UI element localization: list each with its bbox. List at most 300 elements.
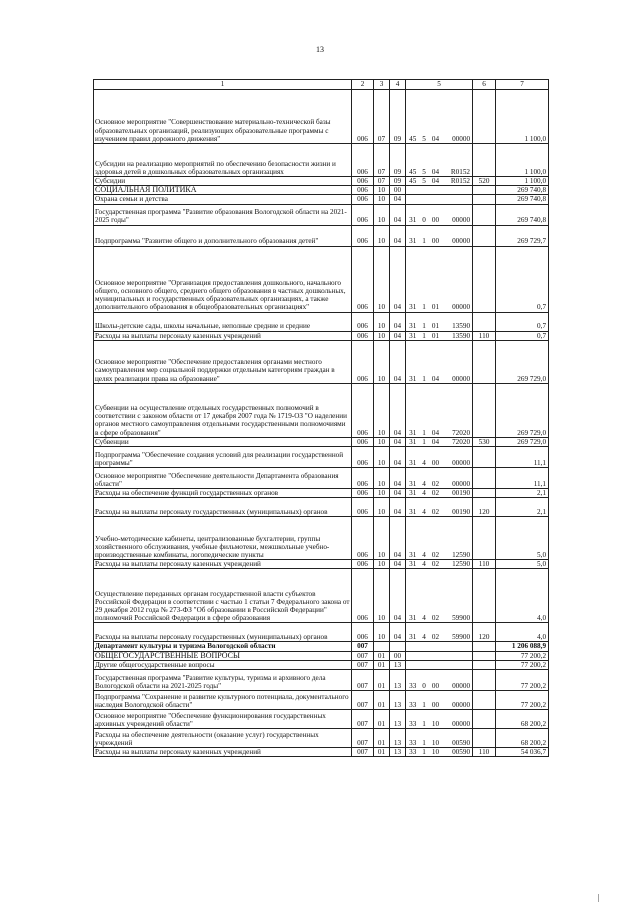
row-amount: 68 200,2 (496, 729, 549, 748)
table-row (94, 660, 549, 669)
row-name: ОБЩЕГОСУДАРСТВЕННЫЕ ВОПРОСЫ (94, 651, 352, 660)
row-ministry-code: 006 (352, 517, 374, 560)
row-amount: 269 740,8 (496, 195, 549, 204)
row-expense-type-code (473, 517, 496, 560)
row-subprogram-code (420, 651, 429, 660)
table-row (94, 204, 549, 225)
row-section-code: 10 (374, 489, 390, 498)
row-subsection-code: 04 (390, 517, 406, 560)
row-direction-code: 00000 (443, 670, 473, 691)
row-section-code: 07 (374, 144, 390, 177)
row-ministry-code: 006 (352, 204, 374, 225)
row-subsection-code: 04 (390, 447, 406, 468)
row-subprogram-code: 1 (420, 225, 429, 246)
row-direction-code: 00590 (443, 748, 473, 757)
row-subprogram-code: 4 (420, 498, 429, 517)
row-direction-code: 59900 (443, 569, 473, 623)
row-measure-code: 02 (429, 498, 443, 517)
row-subsection-code: 13 (390, 710, 406, 729)
row-subprogram-code: 1 (420, 729, 429, 748)
row-amount: 1 100,0 (496, 90, 549, 144)
row-name: Расходы на выплаты персоналу государственных (муниципальных) органов (94, 498, 352, 517)
row-ministry-code: 007 (352, 710, 374, 729)
row-subsection-code: 04 (390, 225, 406, 246)
row-name: Расходы на выплаты персоналу казенных учреждений (94, 748, 352, 757)
row-subprogram-code: 1 (420, 340, 429, 383)
row-program-code: 45 (406, 144, 420, 177)
row-program-code: 33 (406, 729, 420, 748)
table-row (94, 225, 549, 246)
table-row (94, 195, 549, 204)
row-direction-code: R0152 (443, 144, 473, 177)
row-expense-type-code (473, 670, 496, 691)
row-direction-code: 13590 (443, 312, 473, 331)
row-direction-code: R0152 (443, 177, 473, 186)
row-subprogram-code: 1 (420, 383, 429, 437)
row-subsection-code: 04 (390, 383, 406, 437)
row-section-code: 10 (374, 340, 390, 383)
row-name: Осуществление переданных органам государственной власти субъектов Российской Федерации в соответствии с частью 1 статьи 7 Федерального закона от 29 декабря 2012 года № 273-ФЗ "Об образовании в Российской Федерации" полномочий Российской Федерации в сфере образования (94, 569, 352, 623)
row-direction-code: 00000 (443, 204, 473, 225)
budget-table (93, 79, 549, 757)
row-amount: 0,7 (496, 312, 549, 331)
row-measure-code: 10 (429, 710, 443, 729)
row-expense-type-code: 120 (473, 623, 496, 642)
row-section-code: 10 (374, 383, 390, 437)
row-subsection-code: 13 (390, 670, 406, 691)
row-direction-code: 72020 (443, 437, 473, 446)
row-measure-code: 04 (429, 90, 443, 144)
row-ministry-code: 006 (352, 186, 374, 195)
row-amount: 2,1 (496, 498, 549, 517)
row-amount: 54 036,7 (496, 748, 549, 757)
row-expense-type-code (473, 691, 496, 710)
row-amount: 77 200,2 (496, 651, 549, 660)
row-subsection-code: 00 (390, 186, 406, 195)
row-section-code: 01 (374, 660, 390, 669)
row-direction-code (443, 642, 473, 651)
row-expense-type-code (473, 195, 496, 204)
row-program-code: 31 (406, 383, 420, 437)
row-name: Государственная программа "Развитие культуры, туризма и архивного дела Вологодской области на 2021-2025 годы" (94, 670, 352, 691)
table-row (94, 489, 549, 498)
row-amount: 269 729,0 (496, 437, 549, 446)
row-expense-type-code (473, 90, 496, 144)
row-direction-code: 72020 (443, 383, 473, 437)
table-row (94, 642, 549, 651)
row-ministry-code: 006 (352, 90, 374, 144)
row-direction-code: 59900 (443, 623, 473, 642)
row-subprogram-code: 1 (420, 691, 429, 710)
header-col-6: 6 (473, 80, 496, 90)
row-name: Субсидии на реализацию мероприятий по обеспечению безопасности жизни и здоровья детей в дошкольных образовательных организациях (94, 144, 352, 177)
row-name: Подпрограмма "Развитие общего и дополнительного образования детей" (94, 225, 352, 246)
row-subprogram-code: 4 (420, 447, 429, 468)
row-amount: 2,1 (496, 489, 549, 498)
row-subsection-code (390, 642, 406, 651)
footer-mark: | (598, 893, 600, 902)
row-subprogram-code: 0 (420, 204, 429, 225)
page-number: 13 (316, 45, 324, 54)
table-row (94, 517, 549, 560)
row-section-code: 10 (374, 225, 390, 246)
row-expense-type-code (473, 569, 496, 623)
row-amount: 4,0 (496, 569, 549, 623)
row-section-code: 10 (374, 468, 390, 489)
row-direction-code: 00000 (443, 691, 473, 710)
row-subsection-code: 13 (390, 660, 406, 669)
table-row (94, 729, 549, 748)
row-program-code (406, 186, 420, 195)
row-section-code: 10 (374, 204, 390, 225)
row-subsection-code: 04 (390, 204, 406, 225)
row-program-code: 33 (406, 710, 420, 729)
row-name: Субвенции на осуществление отдельных государственных полномочий в соответствии с законом области от 17 декабря 2007 года № 1719-ОЗ "О наделении органов местного самоуправления отдельными государственными полномочиями в сфере образования" (94, 383, 352, 437)
row-measure-code: 04 (429, 383, 443, 437)
row-amount: 11,1 (496, 447, 549, 468)
row-name: Расходы на обеспечение функций государственных органов (94, 489, 352, 498)
row-subprogram-code: 4 (420, 560, 429, 569)
row-section-code: 10 (374, 623, 390, 642)
row-program-code: 31 (406, 498, 420, 517)
row-subsection-code: 13 (390, 691, 406, 710)
row-name: Основное мероприятие "Организация предоставления дошкольного, начального общего, основного общего, среднего общего образования в частных дошкольных, муниципальных и государственных образовательных организациях, а также дополнительного образования в общеобразовательных организациях" (94, 246, 352, 312)
row-expense-type-code (473, 489, 496, 498)
row-section-code: 01 (374, 651, 390, 660)
row-measure-code: 04 (429, 340, 443, 383)
row-measure-code: 02 (429, 569, 443, 623)
row-subsection-code: 13 (390, 748, 406, 757)
row-expense-type-code: 110 (473, 560, 496, 569)
row-direction-code: 13590 (443, 331, 473, 340)
row-section-code: 10 (374, 437, 390, 446)
row-subsection-code: 04 (390, 569, 406, 623)
row-subsection-code: 00 (390, 651, 406, 660)
row-measure-code: 01 (429, 312, 443, 331)
row-expense-type-code (473, 447, 496, 468)
row-amount: 269 729,7 (496, 225, 549, 246)
row-name: Основное мероприятие "Обеспечение функционирования государственных архивных учреждений области" (94, 710, 352, 729)
row-name: Расходы на выплаты персоналу государственных (муниципальных) органов (94, 623, 352, 642)
row-subprogram-code: 5 (420, 144, 429, 177)
row-measure-code: 02 (429, 623, 443, 642)
row-direction-code: 00000 (443, 710, 473, 729)
row-ministry-code: 006 (352, 144, 374, 177)
row-expense-type-code (473, 144, 496, 177)
row-measure-code (429, 642, 443, 651)
table-row (94, 569, 549, 623)
row-subsection-code: 04 (390, 246, 406, 312)
row-measure-code: 00 (429, 204, 443, 225)
row-direction-code: 00000 (443, 447, 473, 468)
row-section-code: 10 (374, 560, 390, 569)
table-row (94, 468, 549, 489)
row-expense-type-code (473, 468, 496, 489)
row-direction-code: 00000 (443, 246, 473, 312)
row-subsection-code: 04 (390, 437, 406, 446)
row-direction-code: 00000 (443, 468, 473, 489)
table-row (94, 312, 549, 331)
row-name: Школы-детские сады, школы начальные, неполные средние и средние (94, 312, 352, 331)
row-name: Подпрограмма "Обеспечение создания условий для реализации государственной программы" (94, 447, 352, 468)
row-amount: 4,0 (496, 623, 549, 642)
row-amount: 77 200,2 (496, 670, 549, 691)
row-expense-type-code (473, 642, 496, 651)
row-program-code: 31 (406, 517, 420, 560)
row-measure-code: 00 (429, 225, 443, 246)
row-measure-code: 04 (429, 144, 443, 177)
row-ministry-code: 007 (352, 651, 374, 660)
row-subprogram-code: 5 (420, 177, 429, 186)
row-measure-code: 00 (429, 691, 443, 710)
row-direction-code: 00000 (443, 90, 473, 144)
row-measure-code: 10 (429, 748, 443, 757)
row-direction-code: 00190 (443, 498, 473, 517)
row-subsection-code: 04 (390, 312, 406, 331)
row-program-code: 31 (406, 560, 420, 569)
row-program-code (406, 195, 420, 204)
row-expense-type-code (473, 246, 496, 312)
row-name: Департамент культуры и туризма Вологодской области (94, 642, 352, 651)
row-expense-type-code: 520 (473, 177, 496, 186)
row-ministry-code: 007 (352, 642, 374, 651)
row-program-code: 31 (406, 331, 420, 340)
row-program-code (406, 660, 420, 669)
row-subprogram-code: 1 (420, 748, 429, 757)
row-expense-type-code (473, 710, 496, 729)
row-expense-type-code: 110 (473, 748, 496, 757)
row-expense-type-code (473, 383, 496, 437)
row-ministry-code: 006 (352, 468, 374, 489)
row-ministry-code: 006 (352, 195, 374, 204)
row-subprogram-code: 1 (420, 331, 429, 340)
row-direction-code: 00190 (443, 489, 473, 498)
row-direction-code (443, 660, 473, 669)
row-program-code: 45 (406, 177, 420, 186)
row-program-code: 31 (406, 468, 420, 489)
row-ministry-code: 006 (352, 437, 374, 446)
row-section-code: 01 (374, 748, 390, 757)
header-col-2: 2 (352, 80, 374, 90)
row-measure-code: 04 (429, 437, 443, 446)
table-row (94, 383, 549, 437)
row-name: Другие общегосударственные вопросы (94, 660, 352, 669)
row-direction-code (443, 195, 473, 204)
row-measure-code: 00 (429, 447, 443, 468)
row-subsection-code: 04 (390, 623, 406, 642)
row-program-code: 31 (406, 225, 420, 246)
row-ministry-code: 007 (352, 729, 374, 748)
row-ministry-code: 006 (352, 331, 374, 340)
row-program-code: 33 (406, 670, 420, 691)
row-subprogram-code: 4 (420, 569, 429, 623)
table-row (94, 710, 549, 729)
row-section-code: 01 (374, 670, 390, 691)
row-subsection-code: 09 (390, 144, 406, 177)
row-program-code: 31 (406, 447, 420, 468)
row-name: Субсидии (94, 177, 352, 186)
header-col-5: 5 (406, 80, 473, 90)
row-section-code: 10 (374, 186, 390, 195)
row-ministry-code: 006 (352, 569, 374, 623)
row-direction-code: 00590 (443, 729, 473, 748)
row-direction-code: 00000 (443, 225, 473, 246)
row-expense-type-code (473, 660, 496, 669)
row-amount: 1 206 088,9 (496, 642, 549, 651)
row-program-code: 31 (406, 437, 420, 446)
row-subprogram-code: 4 (420, 623, 429, 642)
row-program-code (406, 642, 420, 651)
row-expense-type-code: 110 (473, 331, 496, 340)
row-amount: 1 100,0 (496, 144, 549, 177)
row-ministry-code: 006 (352, 498, 374, 517)
table-row (94, 340, 549, 383)
table-row (94, 447, 549, 468)
row-amount: 0,7 (496, 246, 549, 312)
row-subprogram-code: 5 (420, 90, 429, 144)
row-section-code: 10 (374, 498, 390, 517)
row-subsection-code: 09 (390, 90, 406, 144)
table-row (94, 90, 549, 144)
row-measure-code (429, 660, 443, 669)
row-measure-code: 02 (429, 489, 443, 498)
header-col-4: 4 (390, 80, 406, 90)
row-measure-code (429, 186, 443, 195)
row-program-code: 31 (406, 489, 420, 498)
row-expense-type-code (473, 225, 496, 246)
row-subprogram-code: 1 (420, 437, 429, 446)
table-row (94, 670, 549, 691)
row-name: СОЦИАЛЬНАЯ ПОЛИТИКА (94, 186, 352, 195)
row-section-code: 10 (374, 246, 390, 312)
row-direction-code: 00000 (443, 340, 473, 383)
row-program-code: 33 (406, 691, 420, 710)
row-section-code: 10 (374, 331, 390, 340)
row-measure-code: 00 (429, 670, 443, 691)
table-row (94, 144, 549, 177)
row-ministry-code: 006 (352, 447, 374, 468)
row-expense-type-code (473, 186, 496, 195)
row-subsection-code: 04 (390, 468, 406, 489)
row-program-code (406, 651, 420, 660)
row-amount: 269 740,8 (496, 204, 549, 225)
row-section-code: 10 (374, 195, 390, 204)
row-expense-type-code (473, 340, 496, 383)
header-col-7: 7 (496, 80, 549, 90)
table-row (94, 186, 549, 195)
row-measure-code: 01 (429, 246, 443, 312)
row-name: Расходы на обеспечение деятельности (оказание услуг) государственных учреждений (94, 729, 352, 748)
row-subsection-code: 13 (390, 729, 406, 748)
row-section-code (374, 642, 390, 651)
row-measure-code: 02 (429, 517, 443, 560)
row-amount: 77 200,2 (496, 691, 549, 710)
table-row (94, 691, 549, 710)
row-expense-type-code (473, 204, 496, 225)
row-measure-code: 02 (429, 468, 443, 489)
row-amount: 269 740,8 (496, 186, 549, 195)
row-program-code: 33 (406, 748, 420, 757)
header-row (94, 80, 549, 90)
row-ministry-code: 006 (352, 340, 374, 383)
row-ministry-code: 007 (352, 748, 374, 757)
row-name: Государственная программа "Развитие образования Вологодской области на 2021-2025 годы" (94, 204, 352, 225)
row-expense-type-code (473, 729, 496, 748)
row-ministry-code: 006 (352, 177, 374, 186)
row-expense-type-code: 530 (473, 437, 496, 446)
row-amount: 68 200,2 (496, 710, 549, 729)
row-amount: 5,0 (496, 517, 549, 560)
table-row (94, 748, 549, 757)
table-row (94, 331, 549, 340)
row-name: Основное мероприятие "Совершенствование материально-технической базы образовательных организаций, реализующих образовательные программы с изучением правил дорожного движения" (94, 90, 352, 144)
row-expense-type-code: 120 (473, 498, 496, 517)
row-amount: 11,1 (496, 468, 549, 489)
row-name: Субвенции (94, 437, 352, 446)
row-measure-code (429, 651, 443, 660)
header-col-3: 3 (374, 80, 390, 90)
row-ministry-code: 006 (352, 312, 374, 331)
row-ministry-code: 006 (352, 246, 374, 312)
row-ministry-code: 006 (352, 489, 374, 498)
row-amount: 1 100,0 (496, 177, 549, 186)
row-program-code: 45 (406, 90, 420, 144)
row-name: Расходы на выплаты персоналу казенных учреждений (94, 331, 352, 340)
row-name: Основное мероприятие "Обеспечение предоставления органами местного самоуправления мер социальной поддержки отдельным категориям граждан в целях реализации права на образование" (94, 340, 352, 383)
row-ministry-code: 006 (352, 225, 374, 246)
row-subsection-code: 04 (390, 195, 406, 204)
row-amount: 269 729,0 (496, 383, 549, 437)
row-program-code: 31 (406, 312, 420, 331)
row-ministry-code: 006 (352, 623, 374, 642)
row-section-code: 01 (374, 691, 390, 710)
row-subsection-code: 04 (390, 489, 406, 498)
row-name: Основное мероприятие "Обеспечение деятельности Департамента образования области" (94, 468, 352, 489)
row-subprogram-code: 4 (420, 489, 429, 498)
table-row (94, 246, 549, 312)
table-row (94, 498, 549, 517)
row-ministry-code: 007 (352, 691, 374, 710)
row-section-code: 07 (374, 177, 390, 186)
row-amount: 0,7 (496, 331, 549, 340)
row-subprogram-code: 0 (420, 670, 429, 691)
row-measure-code: 02 (429, 560, 443, 569)
row-subsection-code: 04 (390, 498, 406, 517)
row-subprogram-code: 1 (420, 312, 429, 331)
row-measure-code: 01 (429, 331, 443, 340)
row-subsection-code: 04 (390, 560, 406, 569)
row-subprogram-code (420, 660, 429, 669)
row-program-code: 31 (406, 569, 420, 623)
row-section-code: 01 (374, 729, 390, 748)
row-subprogram-code (420, 186, 429, 195)
row-subprogram-code (420, 642, 429, 651)
row-direction-code (443, 186, 473, 195)
row-name: Учебно-методические кабинеты, централизованные бухгалтерии, группы хозяйственного обслуживания, учебные фильмотеки, межшкольные учебно-производственные комбинаты, логопедические пункты (94, 517, 352, 560)
header-col-1: 1 (94, 80, 352, 90)
row-name: Расходы на выплаты персоналу казенных учреждений (94, 560, 352, 569)
row-subprogram-code: 1 (420, 246, 429, 312)
row-subprogram-code (420, 195, 429, 204)
row-expense-type-code (473, 651, 496, 660)
row-amount: 5,0 (496, 560, 549, 569)
row-program-code: 31 (406, 204, 420, 225)
row-program-code: 31 (406, 340, 420, 383)
row-subprogram-code: 1 (420, 710, 429, 729)
row-expense-type-code (473, 312, 496, 331)
row-ministry-code: 007 (352, 670, 374, 691)
table-row (94, 651, 549, 660)
